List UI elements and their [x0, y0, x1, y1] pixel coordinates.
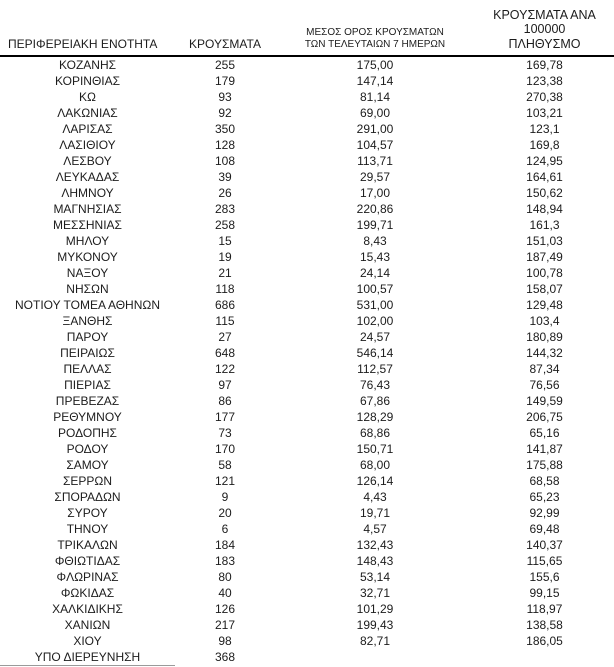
- col-header-per-100000: [475, 0, 614, 56]
- avg7-cell: 76,43: [359, 378, 391, 392]
- avg7-cell: 199,43: [356, 618, 394, 632]
- region-cell: ΞΑΝΘΗΣ: [62, 314, 113, 328]
- cases-cell: 121: [214, 474, 236, 488]
- per100k-cell: 150,62: [526, 186, 563, 200]
- avg7-cell: 112,57: [357, 362, 393, 376]
- cases-cell: 98: [218, 634, 232, 648]
- cases-cell: 73: [218, 426, 232, 440]
- per100k-cell: [475, 649, 614, 666]
- cases-cell: 19: [218, 250, 232, 264]
- per100k-cell: 164,61: [526, 170, 563, 184]
- table-row: [0, 281, 614, 297]
- region-cell: ΦΩΚΙΔΑΣ: [60, 586, 115, 600]
- cases-cell: 350: [214, 122, 236, 136]
- table-row: [0, 521, 614, 537]
- per100k-cell: 158,07: [526, 282, 563, 296]
- avg7-cell: 19,71: [359, 506, 391, 520]
- cases-cell: 15: [218, 234, 232, 248]
- per100k-cell: 124,95: [526, 154, 563, 168]
- table-row: [0, 633, 614, 649]
- avg7-cell: 126,14: [356, 474, 394, 488]
- table-row: [0, 441, 614, 457]
- region-cell: ΠΕΛΛΑΣ: [63, 362, 112, 376]
- avg7-cell: 199,71: [356, 218, 394, 232]
- per100k-cell: 69,48: [529, 522, 560, 536]
- avg7-cell: 150,71: [356, 442, 394, 456]
- table-row: [0, 537, 614, 553]
- cases-cell: 26: [218, 186, 232, 200]
- table-row: [0, 361, 614, 377]
- avg7-cell: 82,71: [359, 634, 391, 648]
- cases-cell: 177: [214, 410, 236, 424]
- table-row: [0, 585, 614, 601]
- table-row: [0, 121, 614, 137]
- region-cell: ΦΘΙΩΤΙΔΑΣ: [54, 554, 121, 568]
- table-row: [0, 89, 614, 105]
- table-row: [0, 249, 614, 265]
- region-cell: ΣΠΟΡΑΔΩΝ: [54, 490, 121, 504]
- table-row: [0, 265, 614, 281]
- col-header-regional-unit-label: ΠΕΡΙΦΕΡΕΙΑΚΗ ΕΝΟΤΗΤΑ: [8, 37, 158, 51]
- per100k-cell: 118,97: [526, 602, 563, 616]
- region-cell: ΜΕΣΣΗΝΙΑΣ: [53, 218, 122, 232]
- cases-cell: 9: [221, 490, 229, 504]
- table-body: [0, 56, 614, 666]
- cases-cell: 217: [214, 618, 236, 632]
- table-row: [0, 169, 614, 185]
- region-cell: ΡΕΘΥΜΝΟΥ: [53, 410, 122, 424]
- region-cell: ΛΕΣΒΟΥ: [63, 154, 112, 168]
- avg7-cell: 104,57: [356, 138, 394, 152]
- region-cell: ΤΡΙΚΑΛΩΝ: [57, 538, 118, 552]
- per100k-cell: 65,16: [529, 426, 560, 440]
- cases-cell: 686: [214, 298, 236, 312]
- per100k-cell: 100,78: [526, 266, 563, 280]
- table-row: [0, 617, 614, 633]
- cases-cell: 126: [214, 602, 236, 616]
- avg7-cell: 8,43: [363, 234, 387, 248]
- region-cell: ΧΑΛΚΙΔΙΚΗΣ: [52, 602, 123, 616]
- per100k-cell: 169,78: [526, 58, 563, 72]
- per100k-cell: 76,56: [529, 378, 560, 392]
- table-row: [0, 217, 614, 233]
- table-row: [0, 137, 614, 153]
- table-row: [0, 473, 614, 489]
- per100k-cell: 180,89: [526, 330, 563, 344]
- col-header-cases: [175, 0, 275, 56]
- region-cell: ΣΥΡΟΥ: [67, 506, 108, 520]
- cases-cell: 27: [218, 330, 232, 344]
- per100k-cell: 155,6: [529, 570, 560, 584]
- table-row: [0, 569, 614, 585]
- avg7-cell: 32,71: [359, 586, 391, 600]
- region-cell: ΜΥΚΟΝΟΥ: [57, 250, 118, 264]
- region-cell: ΛΗΜΝΟΥ: [61, 186, 114, 200]
- cases-cell: 648: [214, 346, 236, 360]
- table-row: [0, 56, 614, 73]
- table-row: [0, 457, 614, 473]
- avg7-cell: 128,29: [356, 410, 394, 424]
- col-header-per-100000-line2: ΠΛΗΘΥΣΜΟ: [508, 36, 581, 51]
- region-cell: ΠΡΕΒΕΖΑΣ: [55, 394, 120, 408]
- cases-cell: 183: [214, 554, 236, 568]
- region-cell: ΧΙΟΥ: [73, 634, 102, 648]
- cases-cell: 92: [218, 106, 232, 120]
- cases-cell: 115: [215, 314, 235, 328]
- table-row: [0, 601, 614, 617]
- avg7-cell: 175,00: [356, 58, 394, 72]
- region-cell: ΜΗΛΟΥ: [65, 234, 110, 248]
- avg7-cell: 100,57: [356, 282, 394, 296]
- region-cell: ΦΛΩΡΙΝΑΣ: [56, 570, 119, 584]
- avg7-cell: 291,00: [356, 122, 394, 136]
- avg7-cell: 148,43: [356, 554, 394, 568]
- avg7-cell: 147,14: [356, 74, 394, 88]
- table-row: [0, 313, 614, 329]
- cases-cell: 122: [214, 362, 236, 376]
- cases-cell: 97: [218, 378, 232, 392]
- per100k-cell: 65,23: [529, 490, 560, 504]
- col-header-per-100000-line1: ΚΡΟΥΣΜΑΤΑ ΑΝΑ 100000: [493, 7, 596, 37]
- per100k-cell: 144,32: [526, 346, 563, 360]
- per100k-cell: 175,88: [526, 458, 563, 472]
- avg7-cell: 29,57: [359, 170, 391, 184]
- per100k-cell: 87,34: [529, 362, 560, 376]
- region-cell: ΝΗΣΩΝ: [66, 282, 109, 296]
- per100k-cell: 123,38: [526, 74, 563, 88]
- avg7-cell: 101,29: [356, 602, 394, 616]
- cases-cell: 58: [218, 458, 232, 472]
- region-cell: ΚΟΡΙΝΘΙΑΣ: [54, 74, 121, 88]
- per100k-cell: 103,4: [529, 314, 560, 328]
- avg7-cell: 24,14: [359, 266, 391, 280]
- region-cell: ΧΑΝΙΩΝ: [64, 618, 111, 632]
- avg7-cell: 68,00: [359, 458, 391, 472]
- avg7-cell: 67,86: [359, 394, 391, 408]
- per100k-cell: 123,1: [529, 122, 560, 136]
- cases-cell: 255: [214, 58, 236, 72]
- table-row: [0, 233, 614, 249]
- table-row: [0, 105, 614, 121]
- avg7-cell: 69,00: [359, 106, 391, 120]
- cases-cell: 20: [218, 506, 232, 520]
- avg7-cell: 546,14: [356, 346, 394, 360]
- region-cell: ΤΗΝΟΥ: [66, 522, 109, 536]
- per100k-cell: 68,58: [529, 474, 560, 488]
- cases-cell: 40: [218, 586, 232, 600]
- per100k-cell: 187,49: [526, 250, 563, 264]
- per100k-cell: 206,75: [526, 410, 563, 424]
- avg7-cell: 4,43: [363, 490, 387, 504]
- cases-cell: 118: [215, 282, 235, 296]
- region-cell: ΛΕΥΚΑΔΑΣ: [55, 170, 120, 184]
- avg7-cell: 24,57: [359, 330, 391, 344]
- cases-cell: 283: [214, 202, 236, 216]
- cases-cell: 80: [218, 570, 232, 584]
- table-row: [0, 185, 614, 201]
- per100k-cell: 129,48: [526, 298, 563, 312]
- col-header-cases-label: ΚΡΟΥΣΜΑΤΑ: [189, 37, 261, 51]
- table-row: [0, 505, 614, 521]
- per100k-cell: 99,15: [529, 586, 560, 600]
- table-row: [0, 393, 614, 409]
- avg7-cell: 102,00: [356, 314, 394, 328]
- table-row: [0, 201, 614, 217]
- cases-cell: 39: [218, 170, 232, 184]
- table-row: [0, 73, 614, 89]
- cases-cell: 93: [218, 90, 232, 104]
- region-cell: ΚΟΖΑΝΗΣ: [58, 58, 117, 72]
- avg7-cell: 113,71: [357, 154, 393, 168]
- cases-cell: 368: [214, 650, 236, 665]
- region-cell: ΥΠΟ ΔΙΕΡΕΥΝΗΣΗ: [0, 649, 175, 666]
- cases-cell: 184: [214, 538, 236, 552]
- region-cell: ΣΑΜΟΥ: [66, 458, 109, 472]
- region-cell: ΝΑΞΟΥ: [66, 266, 109, 280]
- avg7-cell: [275, 649, 475, 666]
- region-cell: ΝΟΤΙΟΥ ΤΟΜΕΑ ΑΘΗΝΩΝ: [14, 298, 161, 312]
- per100k-cell: 92,99: [529, 506, 560, 520]
- col-header-avg-7day: [275, 0, 475, 56]
- table-row: [0, 153, 614, 169]
- region-cell: ΛΑΣΙΘΙΟΥ: [59, 138, 116, 152]
- cases-cell: 108: [214, 154, 236, 168]
- col-header-avg-7day-line2: ΤΩΝ ΤΕΛΕΥΤΑΙΩΝ 7 ΗΜΕΡΩΝ: [304, 39, 446, 50]
- table-row: [0, 425, 614, 441]
- table-row: [0, 409, 614, 425]
- cases-cell: 179: [214, 74, 236, 88]
- cases-cell: 258: [214, 218, 236, 232]
- table-row: [0, 649, 614, 666]
- table-row: [0, 553, 614, 569]
- region-cell: ΛΑΚΩΝΙΑΣ: [57, 106, 118, 120]
- per100k-cell: 115,65: [526, 554, 563, 568]
- per100k-cell: 140,37: [526, 538, 563, 552]
- region-cell: ΠΙΕΡΙΑΣ: [64, 378, 111, 392]
- region-cell: ΣΕΡΡΩΝ: [62, 474, 113, 488]
- per100k-cell: 141,87: [526, 442, 563, 456]
- per100k-cell: 186,05: [526, 634, 563, 648]
- cases-cell: 128: [214, 138, 236, 152]
- table-row: [0, 345, 614, 361]
- region-cell: ΜΑΓΝΗΣΙΑΣ: [53, 202, 122, 216]
- avg7-cell: 132,43: [356, 538, 394, 552]
- avg7-cell: 220,86: [356, 202, 394, 216]
- col-header-avg-7day-line1: ΜΕΣΟΣ ΟΡΟΣ ΚΡΟΥΣΜΑΤΩΝ: [306, 27, 444, 38]
- avg7-cell: 68,86: [359, 426, 391, 440]
- per100k-cell: 149,59: [526, 394, 563, 408]
- region-cell: ΡΟΔΟΠΗΣ: [58, 426, 117, 440]
- per100k-cell: 270,38: [526, 90, 563, 104]
- per100k-cell: 138,58: [526, 618, 563, 632]
- avg7-cell: 531,00: [356, 298, 394, 312]
- cases-cell: 21: [218, 266, 232, 280]
- avg7-cell: 4,57: [363, 522, 387, 536]
- avg7-cell: 17,00: [359, 186, 391, 200]
- cases-cell: 6: [221, 522, 229, 536]
- table-row: [0, 329, 614, 345]
- table-header-row: [0, 0, 614, 56]
- region-cell: ΡΟΔΟΥ: [66, 442, 109, 456]
- per100k-cell: 151,03: [526, 234, 563, 248]
- region-cell: ΚΩ: [79, 90, 96, 104]
- region-cell: ΠΑΡΟΥ: [66, 330, 109, 344]
- region-cell: ΛΑΡΙΣΑΣ: [62, 122, 113, 136]
- per100k-cell: 103,21: [526, 106, 563, 120]
- per100k-cell: 169,8: [529, 138, 560, 152]
- col-header-regional-unit: [0, 0, 175, 56]
- avg7-cell: 15,43: [359, 250, 391, 264]
- cases-cell: 170: [214, 442, 236, 456]
- per100k-cell: 161,3: [529, 218, 560, 232]
- avg7-cell: 81,14: [359, 90, 391, 104]
- table-row: [0, 297, 614, 313]
- region-cell: ΠΕΙΡΑΙΩΣ: [60, 346, 115, 360]
- cases-cell: 86: [218, 394, 232, 408]
- table-row: [0, 489, 614, 505]
- avg7-cell: 53,14: [359, 570, 391, 584]
- table-row: [0, 377, 614, 393]
- per100k-cell: 148,94: [526, 202, 563, 216]
